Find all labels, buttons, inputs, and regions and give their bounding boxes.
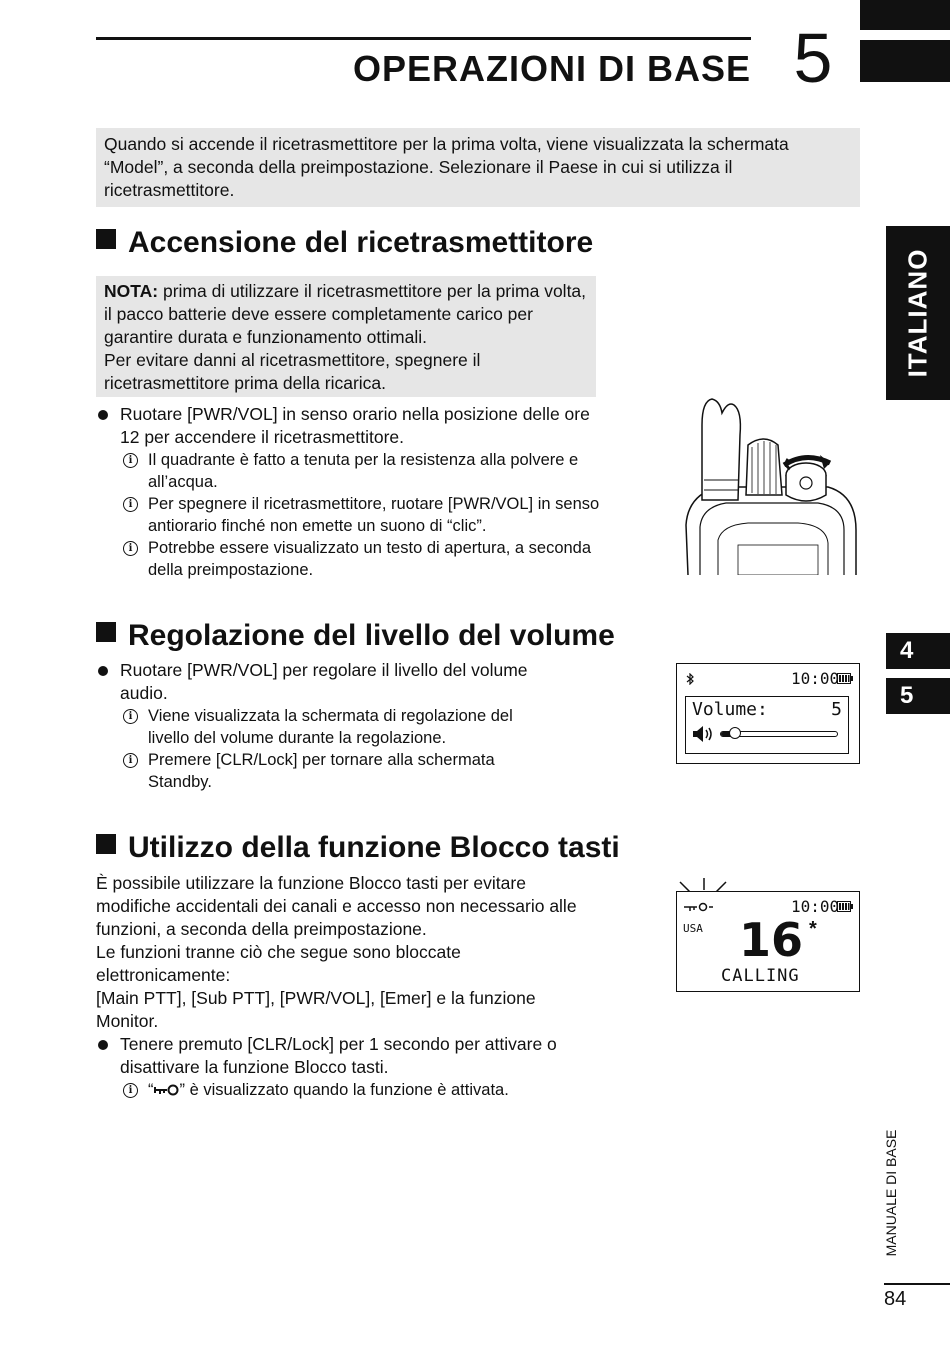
info-icon: i [123, 453, 138, 468]
note-text-2: Per evitare danni al ricetrasmettitore, spegnere il ricetrasmettitore prima della ricarica. [104, 350, 481, 393]
info-item: i Viene visualizzata la schermata di regolazione del livello del volume durante la regolazione. [96, 706, 616, 749]
section-title-text: Accensione del ricetrasmettitore [128, 226, 594, 259]
volume-slider-track [720, 731, 838, 737]
header-rule [96, 37, 751, 40]
note-label: NOTA: [104, 281, 159, 301]
chapter-tab-bar [860, 40, 950, 82]
language-tab-label: ITALIANO [902, 248, 933, 378]
power-instructions [96, 403, 606, 581]
channel-status: CALLING [721, 966, 800, 986]
chapter-title: OPERAZIONI DI BASE [352, 48, 751, 89]
info-icon: i [123, 1083, 138, 1098]
info-icon: i [123, 497, 138, 512]
volume-slider-thumb [729, 727, 741, 739]
section-title-text: Regolazione del livello del volume [128, 619, 615, 652]
bullet-item: Ruotare [PWR/VOL] per regolare il livello del volume audio. [96, 659, 616, 705]
info-item: i Il quadrante è fatto a tenuta per la resistenza alla polvere e all’acqua. [96, 450, 606, 493]
manual-label: MANUALE DI BASE [883, 1129, 899, 1257]
note-text: prima di utilizzare il ricetrasmettitore per la prima volta, il pacco batterie deve essere completamente carico per garantire durata e funzionamento ottimali. [104, 281, 587, 347]
info-item: i Per spegnere il ricetrasmettitore, ruotare [PWR/VOL] in senso antiorario finché non emette un suono di “clic”. [96, 494, 606, 537]
section-square-icon [96, 622, 116, 642]
section-square-icon [96, 834, 116, 854]
key-lock-icon [154, 1084, 180, 1096]
key-lock-icon [683, 901, 713, 913]
volume-value: 5 [831, 699, 842, 720]
language-tab [886, 226, 950, 400]
info-icon: i [123, 709, 138, 724]
volume-instructions [96, 659, 616, 793]
chapter-number: 5 [793, 19, 833, 97]
chapter-tab-5: 5 [886, 678, 950, 714]
bullet-item: Tenere premuto [CLR/Lock] per 1 secondo per attivare o disattivare la funzione Blocco tasti. [96, 1033, 616, 1079]
section-title-volume [96, 619, 615, 653]
battery-icon [837, 901, 853, 912]
section-square-icon [96, 229, 116, 249]
speaker-icon [692, 725, 714, 743]
paragraph: Le funzioni tranne ciò che segue sono bloccate elettronicamente: [96, 942, 461, 985]
section-title-lock [96, 831, 620, 865]
note-box [96, 276, 596, 397]
screen-time: 10:00 [791, 897, 840, 916]
bluetooth-icon [685, 673, 695, 685]
section-title-power [96, 226, 593, 260]
info-icon: i [123, 541, 138, 556]
intro-box: Quando si accende il ricetrasmettitore per la prima volta, viene visualizzata la schermata “Model”, a seconda della preimpostazione. Selezionare il Paese in cui si utilizza il ricetrasmettitore. [96, 128, 860, 207]
section-title-text: Utilizzo della funzione Blocco tasti [128, 831, 620, 864]
chapter-tab-4: 4 [886, 633, 950, 669]
battery-icon [837, 673, 853, 684]
lock-instructions [96, 872, 616, 1102]
info-item: i Premere [CLR/Lock] per tornare alla schermata Standby. [96, 750, 616, 793]
channel-star: * [809, 918, 817, 940]
info-icon: i [123, 753, 138, 768]
info-item: i “ ” è visualizzato quando la funzione è attivata. [96, 1080, 616, 1102]
volume-label: Volume: [692, 699, 768, 720]
paragraph: È possibile utilizzare la funzione Blocco tasti per evitare modifiche accidentali dei canali e accesso non necessario alle funzioni, a seconda della preimpostazione. [96, 873, 577, 939]
region-label: USA [683, 922, 703, 935]
footer-rule [884, 1283, 950, 1285]
channel-number: 16 [739, 913, 804, 967]
screen-time: 10:00 [791, 669, 840, 688]
info-item: i Potrebbe essere visualizzato un testo di apertura, a seconda della preimpostazione. [96, 538, 606, 581]
chapter-tab-bar [860, 0, 950, 30]
bullet-item: Ruotare [PWR/VOL] in senso orario nella posizione delle ore 12 per accendere il ricetrasmettitore. [96, 403, 606, 449]
radio-knob-illustration [678, 395, 860, 575]
volume-screen [676, 663, 860, 764]
paragraph: [Main PTT], [Sub PTT], [PWR/VOL], [Emer] e la funzione Monitor. [96, 988, 536, 1031]
key-lock-screen [676, 891, 860, 992]
page-number: 84 [884, 1288, 907, 1310]
volume-popup [685, 696, 849, 754]
